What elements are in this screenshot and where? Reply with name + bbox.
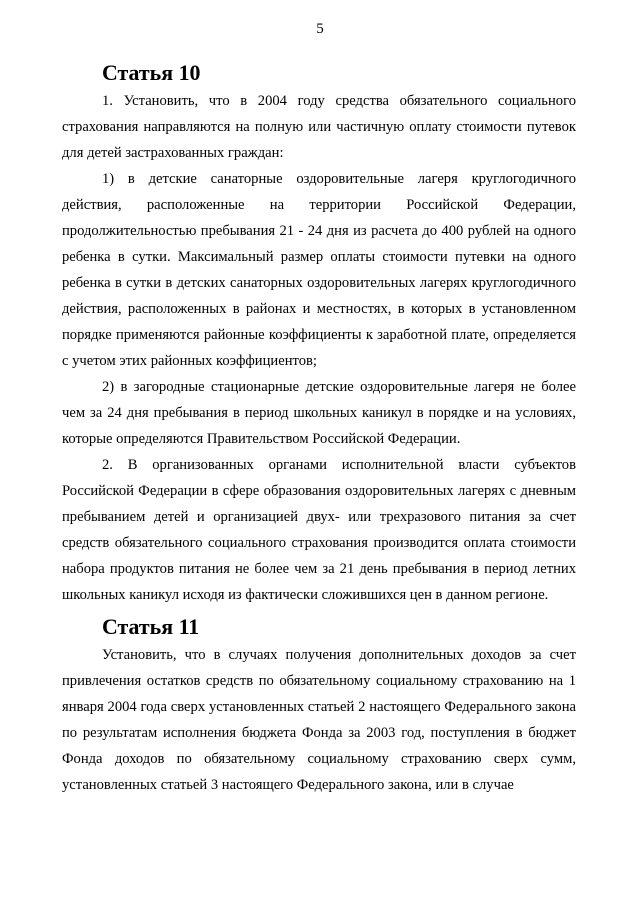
paragraph: 1. Установить, что в 2004 году средства обязательного социального страхования направляются на полную или частичную оплату стоимости путевок для детей застрахованных граждан:: [62, 93, 576, 161]
article-heading: Статья 11: [102, 614, 200, 639]
paragraph: 2) в загородные стационарные детские оздоровительные лагеря не более чем за 24 дня пребывания в период школьных каникул в порядке и на условиях, которые определяются Правительством Российской Федерации.: [62, 379, 576, 447]
page-number: 5: [316, 21, 324, 37]
document-body: [62, 60, 576, 798]
article-10: [62, 60, 576, 608]
article-11: [62, 614, 576, 798]
paragraph: Установить, что в случаях получения дополнительных доходов за счет привлечения остатков средств по обязательному социальному страхованию на 1 января 2004 года сверх установленных статьей 2 настоящего Федерального закона по результатам исполнения бюджета Фонда за 2003 год, поступления в бюджет Фонда доходов по обязательному социальному страхованию сверх сумм, установленных статьей 3 настоящего Федерального закона, или в случае: [62, 647, 576, 793]
paragraph: 1) в детские санаторные оздоровительные лагеря круглогодичного действия, расположенные на территории Российской Федерации, продолжительностью пребывания 21 - 24 дня из расчета до 400 рублей на одного ребенка в сутки. Максимальный размер оплаты стоимости путевки на одного ребенка в сутки в детских санаторных оздоровительных лагерях круглогодичного действия, расположенных в районах и местностях, в которых в установленном порядке применяются районные коэффициенты к заработной плате, определяется с учетом этих районных коэффициентов;: [62, 171, 576, 369]
paragraph: 2. В организованных органами исполнительной власти субъектов Российской Федерации в сфере образования оздоровительных лагерях с дневным пребыванием детей и организацией двух- или трехразового питания за счет средств обязательного социального страхования производится оплата стоимости набора продуктов питания не более чем за 21 день пребывания в период летних школьных каникул исходя из фактически сложившихся цен в данном регионе.: [62, 457, 576, 603]
article-heading: Статья 10: [102, 60, 201, 85]
